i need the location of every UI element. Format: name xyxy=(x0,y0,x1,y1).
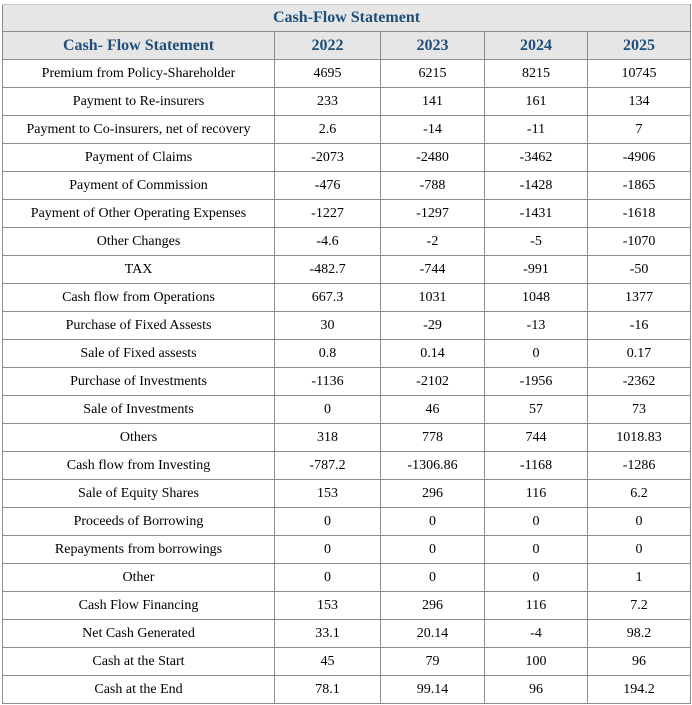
value-cell: 0 xyxy=(381,564,485,592)
table-row xyxy=(3,256,691,284)
value-cell: 0 xyxy=(275,536,381,564)
value-cell: 1 xyxy=(588,564,691,592)
value-cell: 2.6 xyxy=(275,116,381,144)
row-label-cell: Other Changes xyxy=(3,228,275,256)
value-cell: 100 xyxy=(485,648,588,676)
row-label-cell: Others xyxy=(3,424,275,452)
table-row xyxy=(3,144,691,172)
value-cell: -4 xyxy=(485,620,588,648)
value-cell: -29 xyxy=(381,312,485,340)
value-cell: 0 xyxy=(485,564,588,592)
table-row xyxy=(3,452,691,480)
value-cell: -1618 xyxy=(588,200,691,228)
value-cell: 0 xyxy=(275,396,381,424)
value-cell: 33.1 xyxy=(275,620,381,648)
value-cell: -1136 xyxy=(275,368,381,396)
value-cell: -787.2 xyxy=(275,452,381,480)
value-cell: 79 xyxy=(381,648,485,676)
value-cell: 0 xyxy=(485,340,588,368)
value-cell: 0.17 xyxy=(588,340,691,368)
value-cell: -1227 xyxy=(275,200,381,228)
row-label-cell: Purchase of Fixed Assests xyxy=(3,312,275,340)
value-cell: -2 xyxy=(381,228,485,256)
value-cell: 0 xyxy=(588,536,691,564)
value-cell: 1031 xyxy=(381,284,485,312)
value-cell: 46 xyxy=(381,396,485,424)
value-cell: 4695 xyxy=(275,60,381,88)
row-label-cell: Proceeds of Borrowing xyxy=(3,508,275,536)
table-row xyxy=(3,60,691,88)
value-cell: 1018.83 xyxy=(588,424,691,452)
row-label-cell: Cash flow from Operations xyxy=(3,284,275,312)
row-label-cell: Repayments from borrowings xyxy=(3,536,275,564)
value-cell: 6.2 xyxy=(588,480,691,508)
value-cell: 30 xyxy=(275,312,381,340)
value-cell: -11 xyxy=(485,116,588,144)
value-cell: 98.2 xyxy=(588,620,691,648)
table-title: Cash-Flow Statement xyxy=(3,5,691,32)
value-cell: -1865 xyxy=(588,172,691,200)
value-cell: 0.14 xyxy=(381,340,485,368)
row-label-cell: Cash Flow Financing xyxy=(3,592,275,620)
value-cell: -1297 xyxy=(381,200,485,228)
value-cell: -1070 xyxy=(588,228,691,256)
value-cell: 0 xyxy=(381,508,485,536)
value-cell: -476 xyxy=(275,172,381,200)
row-label-cell: Premium from Policy-Shareholder xyxy=(3,60,275,88)
table-row xyxy=(3,200,691,228)
value-cell: -1306.86 xyxy=(381,452,485,480)
value-cell: -2362 xyxy=(588,368,691,396)
table-body xyxy=(3,60,691,704)
table-row xyxy=(3,620,691,648)
value-cell: -2102 xyxy=(381,368,485,396)
row-label-cell: Payment to Re-insurers xyxy=(3,88,275,116)
value-cell: 141 xyxy=(381,88,485,116)
value-cell: -50 xyxy=(588,256,691,284)
value-cell: 153 xyxy=(275,480,381,508)
value-cell: 153 xyxy=(275,592,381,620)
table-row xyxy=(3,116,691,144)
value-cell: 1048 xyxy=(485,284,588,312)
value-cell: 0 xyxy=(275,564,381,592)
table-row xyxy=(3,508,691,536)
table-row xyxy=(3,564,691,592)
table-row xyxy=(3,592,691,620)
value-cell: 116 xyxy=(485,480,588,508)
value-cell: 1377 xyxy=(588,284,691,312)
column-header-2022: 2022 xyxy=(275,32,381,60)
value-cell: -1431 xyxy=(485,200,588,228)
value-cell: 667.3 xyxy=(275,284,381,312)
value-cell: 0 xyxy=(275,508,381,536)
value-cell: 0 xyxy=(485,536,588,564)
value-cell: 296 xyxy=(381,592,485,620)
value-cell: 96 xyxy=(588,648,691,676)
value-cell: -16 xyxy=(588,312,691,340)
column-header-2024: 2024 xyxy=(485,32,588,60)
row-label-cell: Sale of Investments xyxy=(3,396,275,424)
row-label-cell: Other xyxy=(3,564,275,592)
row-label-cell: Net Cash Generated xyxy=(3,620,275,648)
value-cell: 233 xyxy=(275,88,381,116)
table-row xyxy=(3,312,691,340)
row-label-cell: Cash flow from Investing xyxy=(3,452,275,480)
table-row xyxy=(3,340,691,368)
table-row xyxy=(3,172,691,200)
value-cell: 7 xyxy=(588,116,691,144)
value-cell: -788 xyxy=(381,172,485,200)
value-cell: -991 xyxy=(485,256,588,284)
value-cell: 8215 xyxy=(485,60,588,88)
value-cell: -4906 xyxy=(588,144,691,172)
table-row xyxy=(3,424,691,452)
value-cell: -2480 xyxy=(381,144,485,172)
row-label-cell: Payment to Co-insurers, net of recovery xyxy=(3,116,275,144)
value-cell: -1956 xyxy=(485,368,588,396)
table-row xyxy=(3,228,691,256)
value-cell: 96 xyxy=(485,676,588,704)
value-cell: 57 xyxy=(485,396,588,424)
value-cell: -1286 xyxy=(588,452,691,480)
table-header-row xyxy=(3,32,691,60)
row-label-cell: Payment of Claims xyxy=(3,144,275,172)
value-cell: 0 xyxy=(588,508,691,536)
row-label-cell: Sale of Fixed assests xyxy=(3,340,275,368)
cash-flow-table xyxy=(2,4,691,704)
value-cell: -1168 xyxy=(485,452,588,480)
value-cell: 99.14 xyxy=(381,676,485,704)
table-row xyxy=(3,88,691,116)
value-cell: 296 xyxy=(381,480,485,508)
value-cell: 0.8 xyxy=(275,340,381,368)
value-cell: -13 xyxy=(485,312,588,340)
value-cell: -3462 xyxy=(485,144,588,172)
value-cell: 10745 xyxy=(588,60,691,88)
column-header-2023: 2023 xyxy=(381,32,485,60)
value-cell: 116 xyxy=(485,592,588,620)
value-cell: 7.2 xyxy=(588,592,691,620)
table-row xyxy=(3,368,691,396)
table-row xyxy=(3,676,691,704)
value-cell: 318 xyxy=(275,424,381,452)
value-cell: -4.6 xyxy=(275,228,381,256)
row-label-cell: Purchase of Investments xyxy=(3,368,275,396)
value-cell: 78.1 xyxy=(275,676,381,704)
value-cell: 744 xyxy=(485,424,588,452)
row-label-cell: Cash at the Start xyxy=(3,648,275,676)
table-row xyxy=(3,396,691,424)
value-cell: 6215 xyxy=(381,60,485,88)
value-cell: 0 xyxy=(381,536,485,564)
table-row xyxy=(3,536,691,564)
cash-flow-table-container xyxy=(2,4,690,704)
value-cell: -744 xyxy=(381,256,485,284)
table-row xyxy=(3,284,691,312)
row-label-cell: Sale of Equity Shares xyxy=(3,480,275,508)
table-row xyxy=(3,648,691,676)
value-cell: -1428 xyxy=(485,172,588,200)
row-label-cell: Payment of Commission xyxy=(3,172,275,200)
row-label-cell: Cash at the End xyxy=(3,676,275,704)
value-cell: 73 xyxy=(588,396,691,424)
column-header-2025: 2025 xyxy=(588,32,691,60)
value-cell: 194.2 xyxy=(588,676,691,704)
value-cell: -2073 xyxy=(275,144,381,172)
value-cell: 45 xyxy=(275,648,381,676)
value-cell: -5 xyxy=(485,228,588,256)
value-cell: 134 xyxy=(588,88,691,116)
value-cell: 0 xyxy=(485,508,588,536)
table-title-row xyxy=(3,5,691,32)
value-cell: 20.14 xyxy=(381,620,485,648)
value-cell: -14 xyxy=(381,116,485,144)
row-label-cell: Payment of Other Operating Expenses xyxy=(3,200,275,228)
value-cell: 161 xyxy=(485,88,588,116)
value-cell: 778 xyxy=(381,424,485,452)
row-label-cell: TAX xyxy=(3,256,275,284)
table-row xyxy=(3,480,691,508)
column-header-label: Cash- Flow Statement xyxy=(3,32,275,60)
value-cell: -482.7 xyxy=(275,256,381,284)
